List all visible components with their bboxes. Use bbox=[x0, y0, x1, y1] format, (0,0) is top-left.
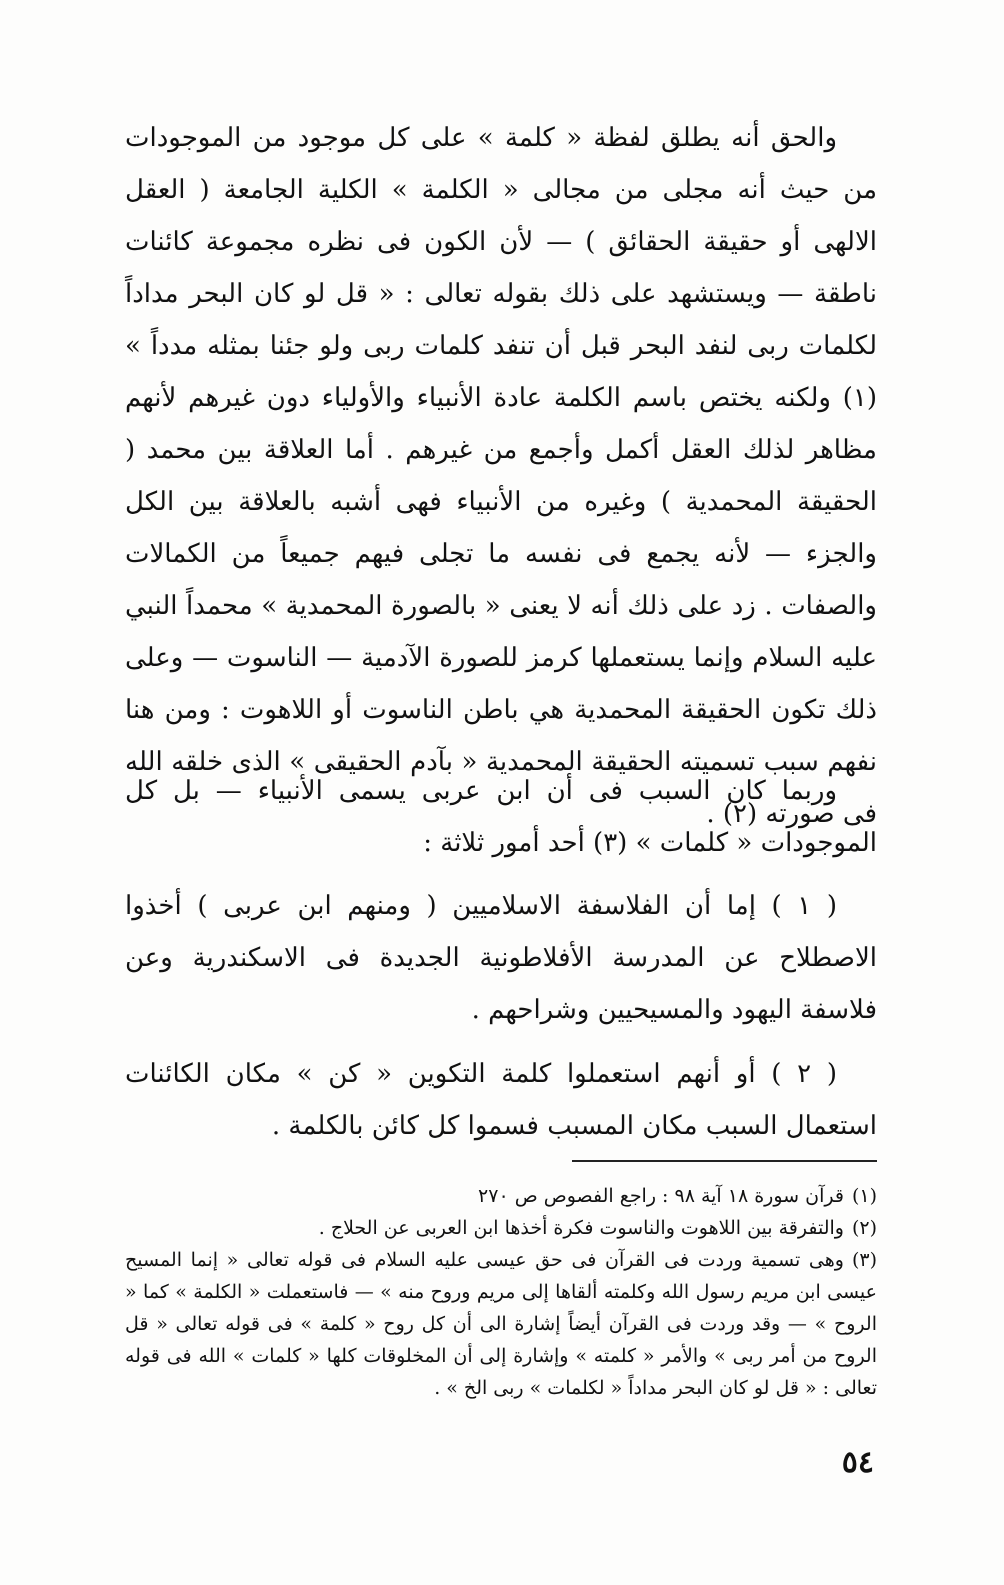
paragraph-1: والحق أنه يطلق لفظة « كلمة » على كل موجود من الموجودات من حيث أنه مجلى من مجالى « الكلمة » الكلية الجامعة ( العقل الالهى أو حقيقة الحقائق ) — لأن الكون فى نظره مجموعة كائنات ناطقة — ويستشهد على ذلك بقوله تعالى : « قل لو كان البحر مداداً لكلمات ربى لنفد البحر قبل أن تنفد كلمات ربى ولو جئنا بمثله مدداً » (١) ولكنه يختص باسم الكلمة عادة الأنبياء والأولياء دون غيرهم لأنهم مظاهر لذلك العقل أكمل وأجمع من غيرهم . أما العلاقة بين محمد ( الحقيقة المحمدية ) وغيره من الأنبياء فهى أشبه بالعلاقة بين الكل والجزء — لأنه يجمع فى نفسه ما تجلى فيهم جميعاً من الكمالات والصفات . زد على ذلك أنه لا يعنى « بالصورة المحمدية » محمداً النبي عليه السلام وإنما يستعملها كرمز للصورة الآدمية — الناسوت — وعلى ذلك تكون الحقيقة المحمدية هي باطن الناسوت أو اللاهوت : ومن هنا نفهم سبب تسميته الحقيقة المحمدية « بآدم الحقيقى » الذى خلقه الله فى صورته (٢) . bbox=[125, 123, 877, 829]
footnote-divider bbox=[572, 1160, 877, 1162]
paragraph-3: ( ١ ) إما أن الفلاسفة الاسلاميين ( ومنهم ابن عربى ) أخذوا الاصطلاح عن المدرسة الأفلاطونية الجديدة فى الاسكندرية وعن فلاسفة اليهود والمسيحيين وشراحهم . bbox=[125, 891, 877, 1025]
footnote-number: (١) bbox=[851, 1185, 877, 1207]
footnote-2 bbox=[125, 1212, 877, 1244]
footnote-3 bbox=[125, 1244, 877, 1404]
paragraph-4: ( ٢ ) أو أنهم استعملوا كلمة التكوين « كن » مكان الكائنات استعمال السبب مكان المسبب فسموا كل كائن بالكلمة . bbox=[125, 1059, 877, 1141]
footnotes bbox=[125, 1180, 877, 1404]
footnote-number: (٣) bbox=[851, 1249, 877, 1271]
footnote-1 bbox=[125, 1180, 877, 1212]
footnote-text: وهى تسمية وردت فى القرآن فى حق عيسى عليه السلام فى قوله تعالى « إنما المسيح عيسى ابن مريم رسول الله وكلمته ألقاها إلى مريم وروح منه » — فاستعملت « الكلمة » كما « الروح » — وقد وردت فى القرآن أيضاً إشارة الى أن كل روح « كلمة » فى قوله تعالى « قل الروح من أمر ربى » والأمر « كلمته » وإشارة إلى أن المخلوقات كلها « كلمات » الله فى قوله تعالى : « قل لو كان البحر مداداً « لكلمات » ربى الخ » . bbox=[125, 1249, 877, 1399]
page-number: ٥٤ bbox=[841, 1445, 874, 1480]
footnote-number: (٢) bbox=[851, 1217, 877, 1239]
footnote-text: قرآن سورة ١٨ آية ٩٨ : راجع الفصوص ص ٢٧٠ bbox=[478, 1185, 844, 1207]
paragraph-2: وربما كان السبب فى أن ابن عربى يسمى الأنبياء — بل كل الموجودات « كلمات » (٣) أحد أمور ثلاثة : bbox=[125, 776, 877, 858]
footnote-text: والتفرقة بين اللاهوت والناسوت فكرة أخذها ابن العربى عن الحلاج . bbox=[318, 1217, 844, 1239]
